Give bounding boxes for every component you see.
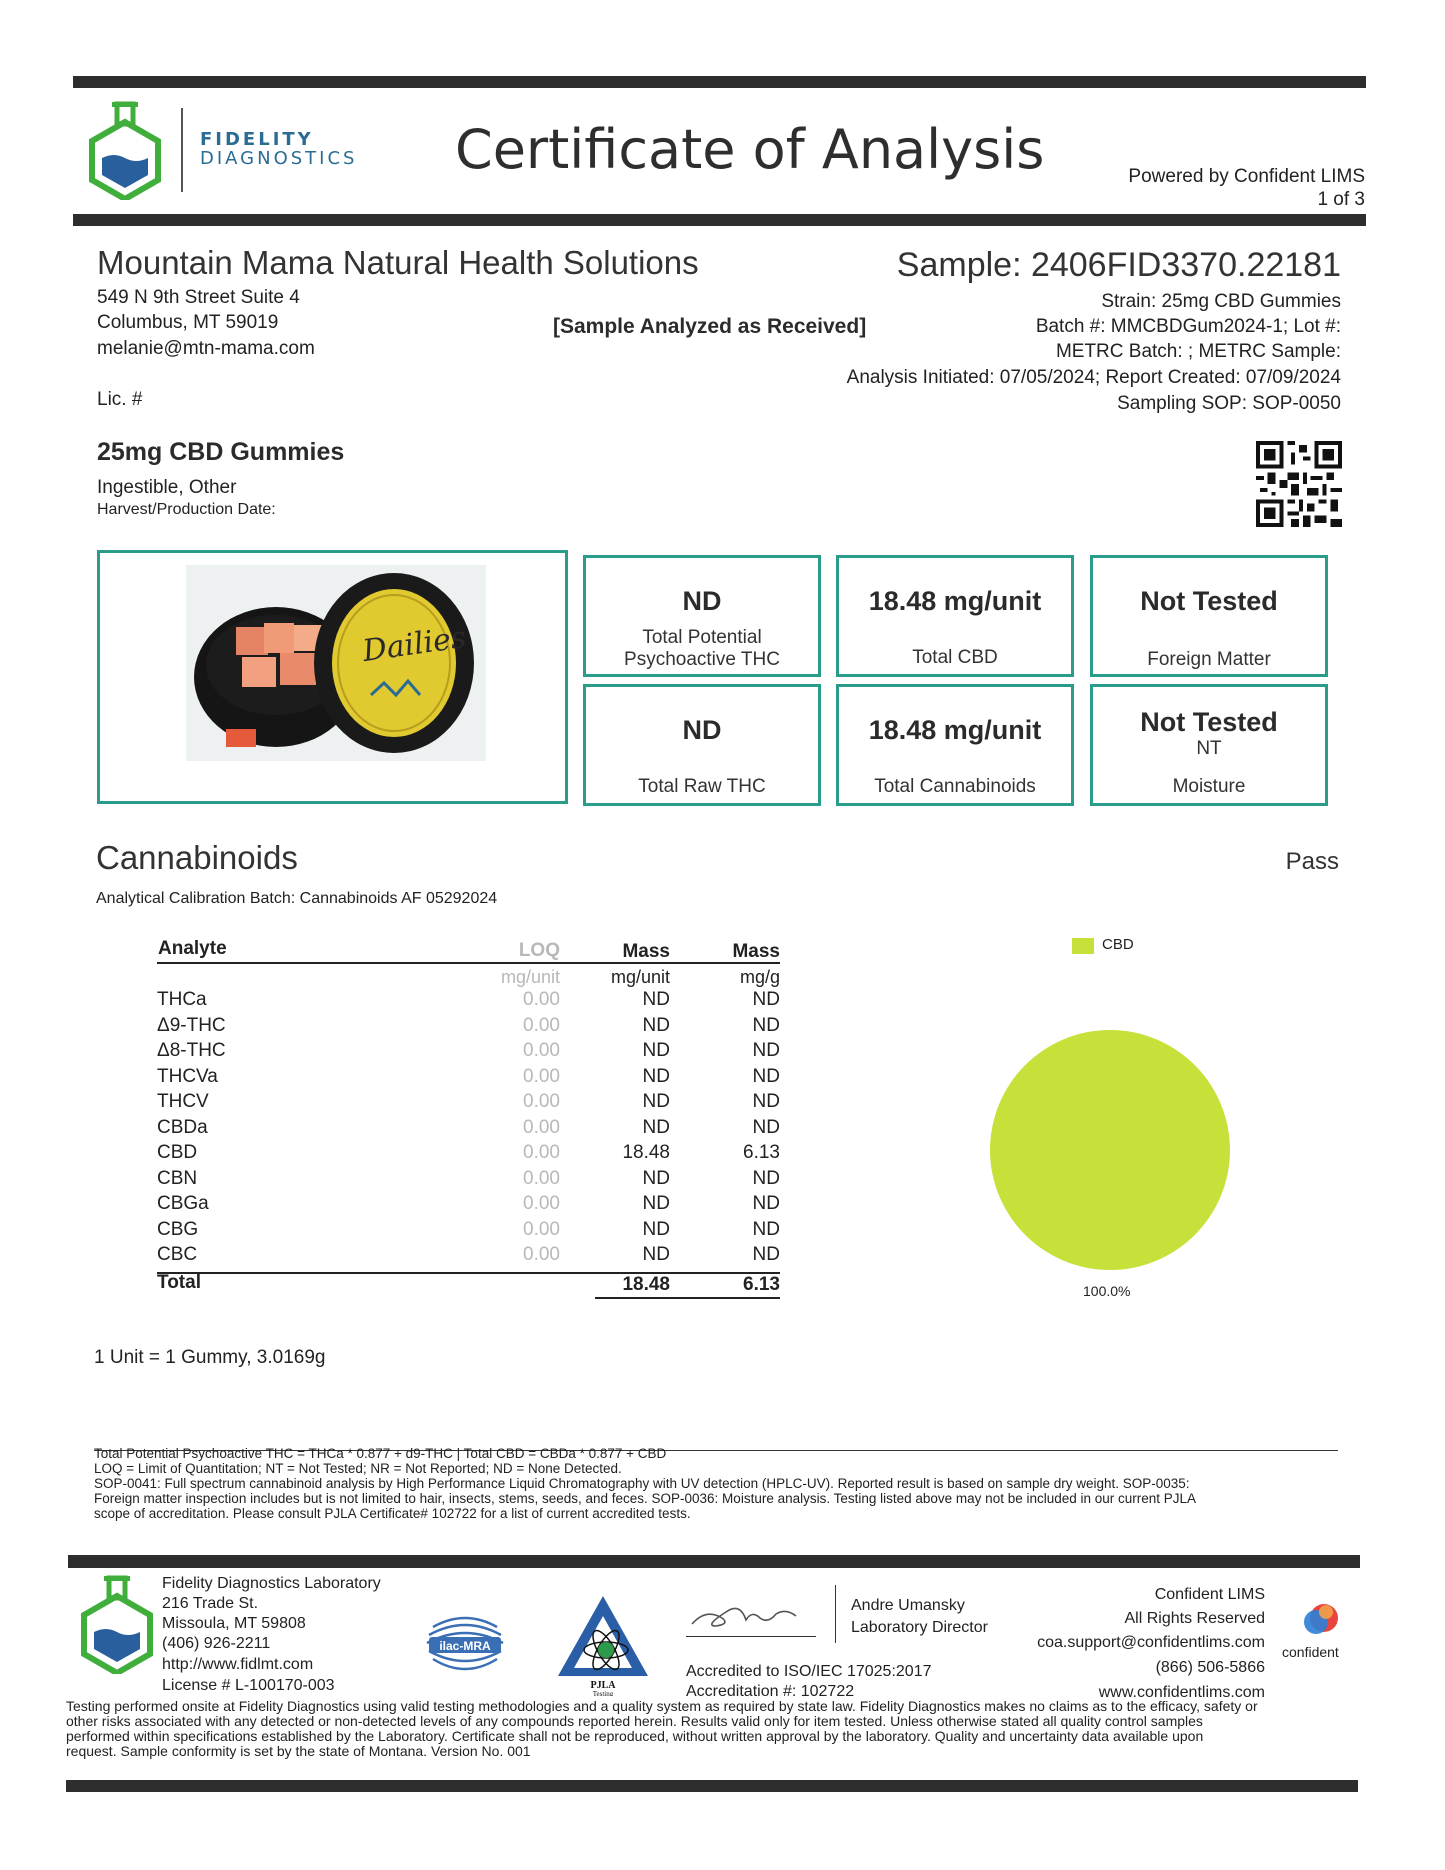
analyte-loq: 0.00 <box>523 1091 560 1112</box>
analyte-loq: 0.00 <box>523 1116 560 1138</box>
kpi-total-cannabinoids <box>836 684 1074 806</box>
analyte-mg-unit: ND <box>642 1065 670 1087</box>
jar-label-text: Dailies <box>360 619 469 670</box>
table-row <box>157 1091 780 1117</box>
note-formula: Total Potential Psychoactive THC = THCa * 0.877 + d9-THC | Total CBD = CBDa * 0.877 + CBD <box>94 1446 667 1461</box>
sample-dates: Analysis Initiated: 07/05/2024; Report Created: 07/09/2024 <box>846 367 1341 388</box>
lab-license: License # L-100170-003 <box>162 1677 335 1694</box>
product-jar-image <box>186 565 486 761</box>
table-row <box>157 1244 780 1270</box>
total-mg-g: 6.13 <box>743 1274 780 1295</box>
analyte-loq: 0.00 <box>523 1167 560 1189</box>
kpi-total-raw-thc-label: Total Raw THC <box>638 776 766 797</box>
page-number: 1 of 3 <box>1317 189 1365 210</box>
fidelity-logo <box>84 100 166 200</box>
analyte-loq: 0.00 <box>523 1244 560 1265</box>
harvest-date: Harvest/Production Date: <box>97 501 276 518</box>
analyte-name: THCVa <box>157 1065 218 1087</box>
kpi-total-cannabinoids-label: Total Cannabinoids <box>874 776 1036 797</box>
total-mg-unit: 18.48 <box>622 1274 670 1295</box>
legend-label-cbd: CBD <box>1102 936 1134 953</box>
lab-address-line1: 216 Trade St. <box>162 1595 259 1612</box>
disclaimer-line3: performed within specifications established by the Laboratory. Certificate shall not be reproduced, without written approval by the laboratory. Quality and uncertainty data available upon <box>66 1728 1204 1744</box>
product-category: Ingestible, Other <box>97 477 237 498</box>
kpi-total-cbd-value: 18.48 mg/unit <box>868 586 1042 616</box>
col-mass-gram: Mass <box>732 941 780 962</box>
signature-line <box>686 1636 816 1637</box>
table-row <box>157 1193 780 1219</box>
note-sop-3: scope of accreditation. Please consult PJLA Certificate# 102722 for a list of current accredited tests. <box>94 1506 691 1521</box>
powered-by: Powered by Confident LIMS <box>1128 166 1365 187</box>
analyte-mg-unit: ND <box>642 1014 670 1036</box>
lims-email[interactable]: coa.support@confidentlims.com <box>1037 1634 1265 1651</box>
unit-mass-unit: mg/unit <box>610 967 670 987</box>
client-address-line2: Columbus, MT 59019 <box>97 312 279 333</box>
table-row <box>157 1219 780 1245</box>
analyte-mg-g: ND <box>752 1116 780 1138</box>
analyte-mg-g: ND <box>752 989 780 1010</box>
header-underline <box>157 962 780 964</box>
pie-chart <box>980 1020 1240 1280</box>
top-rule <box>73 76 1366 88</box>
kpi-foreign-matter <box>1090 555 1328 677</box>
sample-strain: Strain: 25mg CBD Gummies <box>1101 291 1341 312</box>
lab-address-line2: Missoula, MT 59808 <box>162 1615 306 1632</box>
footer-logo <box>76 1574 158 1674</box>
sample-batch: Batch #: MMCBDGum2024-1; Lot #: <box>1035 316 1341 337</box>
legend-swatch-cbd <box>1072 938 1094 954</box>
analyte-mg-g: ND <box>752 1218 780 1240</box>
note-legend: LOQ = Limit of Quantitation; NT = Not Tested; NR = Not Reported; ND = None Detected. <box>94 1461 622 1476</box>
brand-name-line1: FIDELITY <box>200 129 314 150</box>
calibration-batch: Analytical Calibration Batch: Cannabinoids AF 05292024 <box>96 890 498 907</box>
pie-slice-cbd <box>990 1030 1230 1270</box>
table-row <box>157 989 780 1015</box>
sample-id: Sample: 2406FID3370.22181 <box>896 246 1341 284</box>
analyte-loq: 0.00 <box>523 1142 560 1163</box>
col-mass-unit: Mass <box>622 941 670 962</box>
lims-website[interactable]: www.confidentlims.com <box>1098 1684 1265 1701</box>
client-license: Lic. # <box>97 389 143 410</box>
analyte-rows <box>157 989 780 1270</box>
analyte-mg-unit: ND <box>642 1193 670 1214</box>
confident-logo <box>1282 1600 1356 1662</box>
analyzed-note: [Sample Analyzed as Received] <box>553 315 867 338</box>
director-signature <box>686 1590 816 1636</box>
analyte-name: THCa <box>157 989 207 1010</box>
section-heading: Cannabinoids <box>96 839 298 876</box>
analyte-mg-g: ND <box>752 1167 780 1189</box>
total-rule-top <box>157 1272 780 1274</box>
kpi-total-cannabinoids-value: 18.48 mg/unit <box>868 715 1042 745</box>
ilac-mra-icon <box>423 1599 507 1685</box>
result-status: Pass <box>1285 848 1339 875</box>
kpi-moisture-value: Not Tested <box>1140 707 1278 737</box>
disclaimer-line4: request. Sample conformity is set by the state of Montana. Version No. 001 <box>66 1743 531 1759</box>
kpi-total-potential-thc-value: ND <box>682 586 722 616</box>
lab-name: Fidelity Diagnostics Laboratory <box>162 1575 381 1592</box>
analyte-mg-unit: ND <box>642 989 670 1010</box>
iso-accreditation: Accredited to ISO/IEC 17025:2017 <box>686 1663 932 1680</box>
analyte-name: CBC <box>157 1244 198 1265</box>
note-sop-2: Foreign matter inspection includes but is not limited to hair, insects, stems, seeds, and feces. SOP-0036: Moisture analysis. Testing listed above may not be included in our current PJLA <box>94 1491 1197 1506</box>
analyte-loq: 0.00 <box>523 989 560 1010</box>
product-name: 25mg CBD Gummies <box>97 438 345 466</box>
lab-website[interactable]: http://www.fidlmt.com <box>162 1656 314 1673</box>
analyte-name: Δ8-THC <box>157 1040 226 1061</box>
table-row <box>157 1142 780 1168</box>
analyte-loq: 0.00 <box>523 1040 560 1061</box>
kpi-moisture-label: Moisture <box>1172 776 1246 797</box>
sample-metrc: METRC Batch: ; METRC Sample: <box>1055 341 1341 362</box>
kpi-total-potential-thc-label1: Total Potential <box>642 627 762 648</box>
total-rule-bottom <box>595 1297 780 1299</box>
table-row <box>157 1040 780 1066</box>
kpi-total-cbd <box>836 555 1074 677</box>
kpi-total-raw-thc <box>583 684 821 806</box>
qr-code[interactable] <box>1255 441 1343 527</box>
kpi-foreign-matter-label: Foreign Matter <box>1147 649 1271 670</box>
client-address-line1: 549 N 9th Street Suite 4 <box>97 287 300 308</box>
brand-name-line2: DIAGNOSTICS <box>200 148 358 169</box>
unit-note: 1 Unit = 1 Gummy, 3.0169g <box>94 1347 326 1368</box>
lims-rights: All Rights Reserved <box>1124 1610 1265 1627</box>
kpi-total-raw-thc-value: ND <box>682 715 722 745</box>
analyte-mg-g: ND <box>752 1193 780 1214</box>
table-row <box>157 1117 780 1143</box>
lab-phone: (406) 926-2211 <box>162 1635 271 1652</box>
kpi-moisture-sub: NT <box>1196 738 1222 759</box>
analyte-mg-g: ND <box>752 1040 780 1061</box>
analyte-loq: 0.00 <box>523 1014 560 1036</box>
analyte-mg-unit: ND <box>642 1116 670 1138</box>
col-analyte: Analyte <box>158 938 227 959</box>
pjla-text: PJLA <box>590 1680 616 1691</box>
client-name: Mountain Mama Natural Health Solutions <box>97 244 699 281</box>
kpi-foreign-matter-value: Not Tested <box>1140 586 1278 616</box>
total-label: Total <box>157 1272 201 1293</box>
accreditation-number: Accreditation #: 102722 <box>686 1683 855 1700</box>
pjla-logo <box>554 1592 652 1696</box>
analyte-mg-g: ND <box>752 1091 780 1112</box>
director-name: Andre Umansky <box>851 1597 965 1614</box>
note-sop-1: SOP-0041: Full spectrum cannabinoid analysis by High Performance Liquid Chromatography with UV detection (HPLC-UV). Reported result is based on sample dry weight. SOP-0035: <box>94 1476 1190 1491</box>
page-title: Certificate of Analysis <box>455 118 1045 181</box>
footer-rule-top <box>68 1555 1360 1568</box>
analyte-mg-g: ND <box>752 1065 780 1087</box>
unit-mass-gram: mg/g <box>739 967 780 987</box>
analyte-loq: 0.00 <box>523 1065 560 1087</box>
analyte-mg-g: ND <box>752 1014 780 1036</box>
director-title: Laboratory Director <box>851 1619 988 1636</box>
signature-divider <box>835 1585 836 1643</box>
lims-phone: (866) 506-5866 <box>1155 1659 1265 1676</box>
analyte-mg-unit: ND <box>642 1040 670 1061</box>
pjla-icon <box>554 1592 652 1696</box>
kpi-total-potential-thc-label2: Psychoactive THC <box>624 649 780 670</box>
footer-rule-bottom <box>66 1780 1358 1792</box>
analyte-loq: 0.00 <box>523 1218 560 1240</box>
confident-icon <box>1282 1600 1356 1640</box>
pie-percent-label: 100.0% <box>1083 1283 1131 1299</box>
table-row <box>157 1066 780 1092</box>
disclaimer-line2: other risks associated with any detected or non-detected levels of any compounds reported herein. Results valid only for item tested. Unless otherwise stated all quality control samples <box>66 1713 1203 1729</box>
kpi-total-cbd-label: Total CBD <box>912 647 998 668</box>
confident-wordmark: confident <box>1282 1644 1339 1660</box>
analyte-loq: 0.00 <box>523 1193 560 1214</box>
table-row <box>157 1168 780 1194</box>
lims-name: Confident LIMS <box>1154 1586 1265 1603</box>
analyte-name: Δ9-THC <box>157 1014 226 1036</box>
analyte-name: CBG <box>157 1218 199 1240</box>
ilac-mra-text: ilac-MRA <box>439 1639 491 1653</box>
qr-code-icon <box>1255 441 1343 527</box>
analyte-mg-unit: ND <box>642 1167 670 1189</box>
analyte-mg-unit: ND <box>642 1091 670 1112</box>
unit-loq: mg/unit <box>500 967 560 987</box>
analyte-mg-unit: 18.48 <box>622 1142 670 1163</box>
client-email: melanie@mtn-mama.com <box>97 338 315 359</box>
kpi-total-potential-thc <box>583 555 821 677</box>
analyte-name: THCV <box>157 1091 209 1112</box>
flask-icon <box>84 100 166 200</box>
product-photo-frame <box>97 550 568 804</box>
analyte-mg-unit: ND <box>642 1244 670 1265</box>
disclaimer-line1: Testing performed onsite at Fidelity Diagnostics using valid testing methodologies and a quality system as required by state law. Fidelity Diagnostics makes no claims as to the efficacy, safety or <box>66 1698 1258 1714</box>
analyte-mg-g: 6.13 <box>743 1142 780 1163</box>
table-row <box>157 1015 780 1041</box>
col-loq: LOQ <box>518 940 560 961</box>
analyte-mg-g: ND <box>752 1244 780 1265</box>
header-rule <box>73 214 1366 226</box>
flask-icon <box>76 1574 158 1674</box>
analyte-name: CBGa <box>157 1193 209 1214</box>
analyte-name: CBDa <box>157 1116 208 1138</box>
analyte-name: CBD <box>157 1142 198 1163</box>
analyte-name: CBN <box>157 1167 198 1189</box>
kpi-moisture <box>1090 684 1328 806</box>
ilac-mra-logo <box>423 1599 507 1685</box>
brand-divider <box>181 108 183 192</box>
analyte-mg-unit: ND <box>642 1218 670 1240</box>
sample-sop: Sampling SOP: SOP-0050 <box>1117 393 1341 414</box>
pjla-sub-text: Testing <box>592 1690 614 1696</box>
